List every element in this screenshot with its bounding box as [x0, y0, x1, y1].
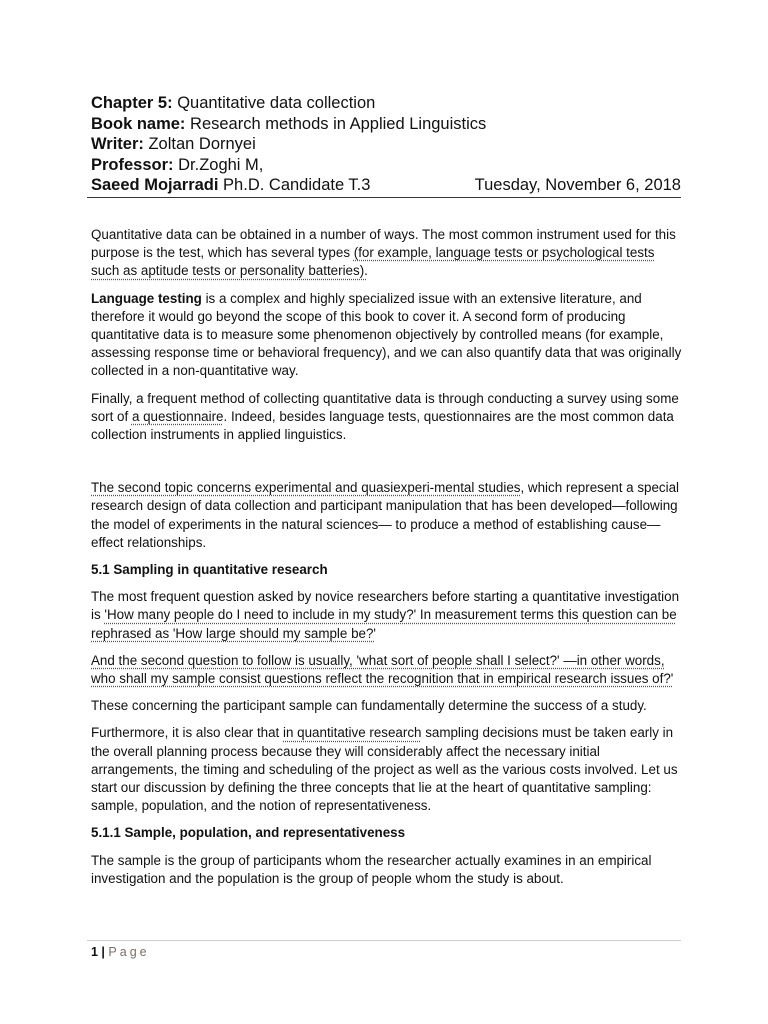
paragraph-4-after: , which represent a special research design of data collection and participant manipulation that has been developed—following the model of experiments in the natural sciences— to produce a method of establishing cause—effect relationships.: [91, 480, 680, 550]
page-word: Page: [108, 945, 150, 959]
paragraph-8: [91, 724, 685, 815]
paragraph-6: [91, 652, 685, 688]
writer-line: [91, 134, 681, 155]
paragraph-5: [91, 588, 685, 643]
book-line: [91, 114, 681, 135]
header-divider: [87, 197, 681, 198]
paragraph-8-after: sampling decisions must be taken early in the overall planning process because they will considerably affect the necessary initial arrangements, the timing and scheduling of the project as well as the various costs involved. Let us start our discussion by defining the three concepts that lie at the heart of quantitative sampling: sample, population, and the notion of representativeness.: [91, 725, 678, 814]
chapter-label: Chapter 5:: [91, 94, 173, 112]
page-footer: [91, 944, 150, 960]
section-heading-5-1: 5.1 Sampling in quantitative research: [91, 562, 328, 578]
section-heading-5-1-1: 5.1.1 Sample, population, and representativeness: [91, 825, 406, 841]
chapter-value: Quantitative data collection: [172, 94, 376, 112]
footer-separator: |: [97, 945, 109, 959]
professor-label: Professor:: [91, 155, 174, 174]
chapter-line: [91, 93, 681, 114]
professor-line: [91, 155, 681, 176]
paragraph-2-text: is a complex and highly specialized issue with an extensive literature, and therefore it would go beyond the scope of this book to cover it. A second form of producing quantitative data is to measure some phenomenon objectively by controlled means (for example, assessing response time or behavioral frequency), and we can also quantify data that was originally collected in a non-quantitative way.: [91, 290, 682, 379]
paragraph-6-underlined: And the second question to follow is usually, 'what sort of people shall I select?' —in other words, who shall my sample consist questions reflect the recognition that in empirical research issues of?': [91, 652, 674, 687]
student-name: Saeed Mojarradi: [91, 176, 219, 194]
paragraph-3-underlined: a questionnaire: [131, 408, 224, 424]
paragraph-3-before: Finally, a frequent method of collecting quantitative data is through conducting a survey using some sort of: [91, 390, 679, 424]
document-date: Tuesday, November 6, 2018: [474, 176, 681, 194]
paragraph-8-underlined: in quantitative research: [283, 725, 422, 741]
book-label: Book name:: [91, 114, 186, 133]
footer-divider: [87, 940, 681, 941]
paragraph-3-after: . Indeed, besides language tests, questionnaires are the most common data collection instruments in applied linguistics.: [91, 408, 674, 443]
paragraph-1: [91, 226, 685, 281]
book-value: Research methods in Applied Linguistics: [185, 114, 487, 133]
student-value: Ph.D. Candidate T.3: [218, 176, 371, 194]
paragraph-8-before: Furthermore, it is also clear that: [91, 725, 284, 741]
spacer: [91, 453, 685, 479]
writer-label: Writer:: [91, 135, 144, 153]
writer-value: Zoltan Dornyei: [143, 135, 256, 153]
paragraph-4: [91, 479, 685, 552]
paragraph-1-underlined: (for example, language tests or psychological tests such as aptitude tests or personality batteries).: [91, 245, 655, 279]
paragraph-2: [91, 290, 685, 381]
professor-value: Dr.Zoghi M,: [173, 155, 264, 174]
paragraph-2-bold: Language testing: [91, 290, 202, 306]
student-line: [91, 175, 681, 196]
paragraph-9: The sample is the group of participants whom the researcher actually examines in an empirical investigation and the population is the group of people whom the study is about.: [91, 852, 652, 886]
paragraph-4-underlined: The second topic concerns experimental and quasiexperi-mental studies: [91, 480, 521, 496]
page-number: 1: [91, 945, 98, 959]
paragraph-1-text: Quantitative data can be obtained in a number of ways. The most common instrument used for this purpose is the test, which has several types: [91, 227, 676, 261]
document-body: [91, 226, 685, 897]
paragraph-5-underlined: 'How many people do I need to include in my study?' In measurement terms this question can be rephrased as 'How large should my sample be?': [91, 607, 677, 641]
paragraph-3: [91, 390, 685, 445]
document-header: [91, 93, 681, 196]
paragraph-5-before: The most frequent question asked by novice researchers before starting a quantitative investigation is: [91, 589, 680, 623]
paragraph-7: These concerning the participant sample can fundamentally determine the success of a study.: [91, 698, 647, 714]
